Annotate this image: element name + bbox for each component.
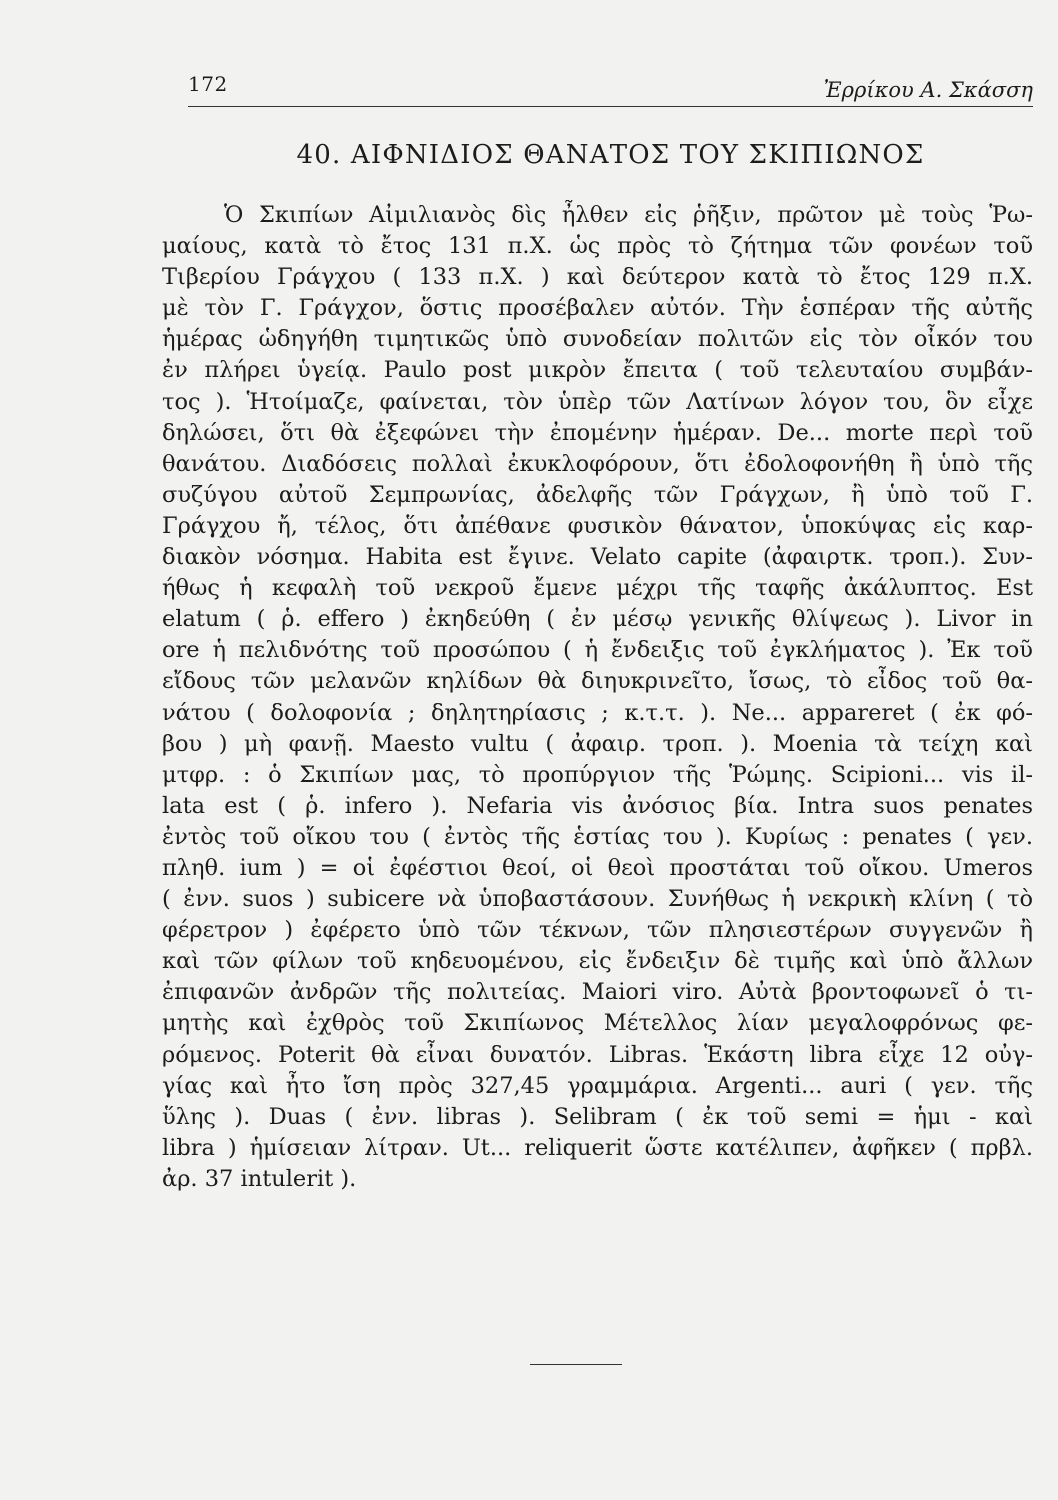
text-line: δηλώσει, ὅτι θὰ ἐξεφώνει τὴν ἐπομένην ἡμέραν. De... morte περὶ τοῦ [162,419,1033,446]
text-line: lata est ( ῥ. infero ). Nefaria vis ἀνόσιος βία. Intra suos penates [162,792,1033,819]
text-line: τος ). Ἡτοίμαζε, φαίνεται, τὸν ὑπὲρ τῶν Λατίνων λόγον του, ὃν εἶχε [162,388,1033,415]
text-line: μὲ τὸν Γ. Γράγχον, ὅστις προσέβαλεν αὐτόν. Τὴν ἑσπέραν τῆς αὐτῆς [162,295,1033,322]
running-header [188,70,1033,107]
text-line: ἐν πλήρει ὑγείᾳ. Paulo post μικρὸν ἔπειτα ( τοῦ τελευταίου συμβάν- [162,357,1033,384]
text-line: ρόμενος. Poterit θὰ εἶναι δυνατόν. Libras. Ἑκάστη libra εἶχε 12 οὐγ- [162,1041,1033,1068]
text-line: libra ) ἡμίσειαν λίτραν. Ut... reliquerit ὥστε κατέλιπεν, ἀφῆκεν ( πρβλ. [162,1134,1033,1161]
text-line: φέρετρον ) ἐφέρετο ὑπὸ τῶν τέκνων, τῶν πλησιεστέρων συγγενῶν ἢ [162,917,1033,944]
text-line: ἐπιφανῶν ἀνδρῶν τῆς πολιτείας. Maiori viro. Αὐτὰ βροντοφωνεῖ ὁ τι- [162,979,1033,1006]
text-line: θανάτου. Διαδόσεις πολλαὶ ἐκυκλοφόρουν, ὅτι ἐδολοφονήθη ἢ ὑπὸ τῆς [162,450,1033,477]
text-line: ήθως ἡ κεφαλὴ τοῦ νεκροῦ ἔμενε μέχρι τῆς ταφῆς ἀκάλυπτος. Est [162,575,1033,602]
text-line: μητὴς καὶ ἐχθρὸς τοῦ Σκιπίωνος Μέτελλος λίαν μεγαλοφρόνως φε- [162,1010,1033,1037]
text-line: διακὸν νόσημα. Habita est ἔγινε. Velato capite (ἀφαιρτκ. τροπ.). Συν- [162,544,1033,571]
text-line: elatum ( ῥ. effero ) ἐκηδεύθη ( ἐν μέσῳ γενικῆς θλίψεως ). Livor in [162,606,1033,633]
text-line: βου ) μὴ φανῇ. Maesto vultu ( ἀφαιρ. τροπ. ). Moenia τὰ τείχη καὶ [162,730,1033,757]
text-line: εἴδους τῶν μελανῶν κηλίδων θὰ διηυκρινεῖτο, ἴσως, τὸ εἶδος τοῦ θα- [162,668,1033,695]
text-line: ὕλης ). Duas ( ἐνν. libras ). Selibram ( ἐκ τοῦ semi = ἡμι - καὶ [162,1103,1033,1130]
text-line: πληθ. ium ) = οἱ ἐφέστιοι θεοί, οἱ θεοὶ προστάται τοῦ οἴκου. Umeros [162,854,1033,881]
text-line: ἐντὸς τοῦ οἴκου του ( ἐντὸς τῆς ἑστίας του ). Κυρίως : penates ( γεν. [162,823,1033,850]
text-line: γίας καὶ ἦτο ἴση πρὸς 327,45 γραμμάρια. Argenti... auri ( γεν. τῆς [162,1072,1033,1099]
text-line: Γράγχου ἤ, τέλος, ὅτι ἀπέθανε φυσικὸν θάνατον, ὑποκύψας εἰς καρ- [162,512,1033,539]
text-line: μαίους, κατὰ τὸ ἔτος 131 π.Χ. ὡς πρὸς τὸ ζήτημα τῶν φονέων τοῦ [162,233,1033,260]
section-end-rule [530,1364,622,1365]
text-line: μτφρ. : ὁ Σκιπίων μας, τὸ προπύργιον τῆς Ῥώμης. Scipioni... vis il- [162,761,1033,788]
text-line: Ὁ Σκιπίων Αἰμιλιανὸς δὶς ἦλθεν εἰς ῥῆξιν, πρῶτον μὲ τοὺς Ῥω- [224,202,1033,228]
chapter-title: 40. ΑΙΦΝΙΔΙΟΣ ΘΑΝΑΤΟΣ ΤΟΥ ΣΚΙΠΙΩΝΟΣ [296,140,925,170]
text-line: ἀρ. 37 intulerit ). [162,1165,357,1192]
text-line: ore ἡ πελιδνότης τοῦ προσώπου ( ἡ ἔνδειξις τοῦ ἐγκλήματος ). Ἐκ τοῦ [162,637,1033,664]
commentary-paragraph [162,200,1033,1195]
text-line: ( ἐνν. suos ) subicere νὰ ὑποβαστάσουν. Συνήθως ἡ νεκρικὴ κλίνη ( τὸ [162,886,1033,913]
running-header-author: Ἐρρίκου Α. Σκάσση [823,78,1033,102]
page-number: 172 [188,72,228,96]
text-line: ἡμέρας ὡδηγήθη τιμητικῶς ὑπὸ συνοδείαν πολιτῶν εἰς τὸν οἶκόν του [162,326,1033,353]
text-line: καὶ τῶν φίλων τοῦ κηδευομένου, εἰς ἔνδειξιν δὲ τιμῆς καὶ ὑπὸ ἄλλων [162,948,1033,975]
text-line: συζύγου αὐτοῦ Σεμπρωνίας, ἀδελφῆς τῶν Γράγχων, ἢ ὑπὸ τοῦ Γ. [162,481,1033,508]
text-line: Τιβερίου Γράγχου ( 133 π.Χ. ) καὶ δεύτερον κατὰ τὸ ἔτος 129 π.Χ. [162,264,1033,291]
text-line: νάτου ( δολοφονία ; δηλητηρίασις ; κ.τ.τ. ). Ne... appareret ( ἐκ φό- [162,699,1033,726]
